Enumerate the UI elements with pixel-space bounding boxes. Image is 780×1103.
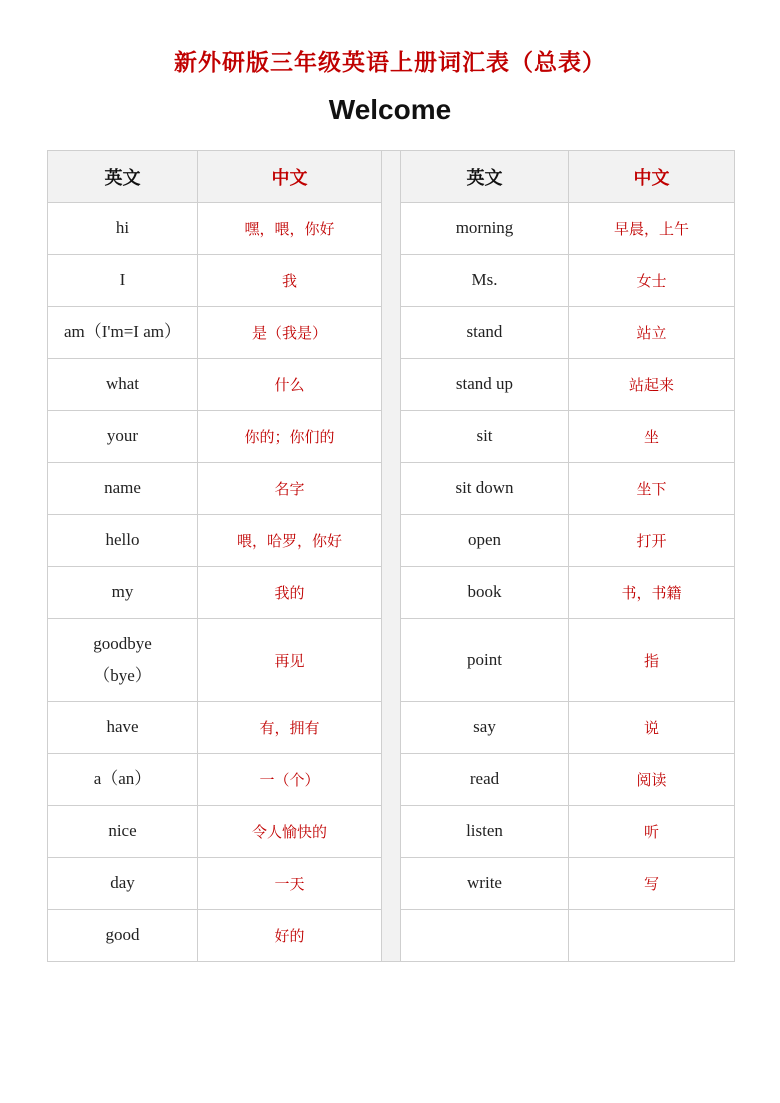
column-gap xyxy=(382,203,401,255)
table-row xyxy=(48,567,735,619)
chinese-meaning: 再见 xyxy=(198,619,382,702)
english-word: am（I'm=I am） xyxy=(48,307,198,359)
chinese-meaning: 我 xyxy=(198,255,382,307)
english-word: nice xyxy=(48,806,198,858)
english-word: what xyxy=(48,359,198,411)
header-left-english: 英文 xyxy=(48,151,198,203)
vocabulary-table xyxy=(47,150,735,962)
english-word: my xyxy=(48,567,198,619)
english-word: have xyxy=(48,702,198,754)
table-row xyxy=(48,463,735,515)
header-right-english: 英文 xyxy=(401,151,569,203)
column-gap xyxy=(382,359,401,411)
english-word: Ms. xyxy=(401,255,569,307)
english-word: hello xyxy=(48,515,198,567)
english-word: I xyxy=(48,255,198,307)
column-gap xyxy=(382,619,401,702)
column-gap xyxy=(382,515,401,567)
chinese-meaning: 你的；你们的 xyxy=(198,411,382,463)
english-word: read xyxy=(401,754,569,806)
column-gap xyxy=(382,754,401,806)
table-row xyxy=(48,203,735,255)
column-gap xyxy=(382,858,401,910)
english-word: write xyxy=(401,858,569,910)
table-row xyxy=(48,411,735,463)
column-gap xyxy=(382,567,401,619)
table-row xyxy=(48,910,735,962)
english-word: morning xyxy=(401,203,569,255)
chinese-meaning: 名字 xyxy=(198,463,382,515)
chinese-meaning: 站起来 xyxy=(569,359,735,411)
table-header-row xyxy=(48,151,735,203)
chinese-meaning: 听 xyxy=(569,806,735,858)
english-word: sit xyxy=(401,411,569,463)
chinese-meaning: 打开 xyxy=(569,515,735,567)
chinese-meaning: 指 xyxy=(569,619,735,702)
column-gap xyxy=(382,702,401,754)
table-row xyxy=(48,255,735,307)
column-gap xyxy=(382,255,401,307)
header-right-chinese: 中文 xyxy=(569,151,735,203)
english-word: day xyxy=(48,858,198,910)
english-word-line: （bye） xyxy=(93,666,152,685)
chinese-meaning: 说 xyxy=(569,702,735,754)
english-word: a（an） xyxy=(48,754,198,806)
chinese-meaning: 女士 xyxy=(569,255,735,307)
column-gap xyxy=(382,463,401,515)
chinese-meaning: 我的 xyxy=(198,567,382,619)
table-row xyxy=(48,858,735,910)
chinese-meaning: 阅读 xyxy=(569,754,735,806)
header-left-chinese: 中文 xyxy=(198,151,382,203)
table-row xyxy=(48,619,735,702)
column-gap xyxy=(382,910,401,962)
chinese-meaning: 嘿，喂，你好 xyxy=(198,203,382,255)
column-gap xyxy=(382,806,401,858)
chinese-meaning: 早晨，上午 xyxy=(569,203,735,255)
chinese-meaning: 令人愉快的 xyxy=(198,806,382,858)
english-word: your xyxy=(48,411,198,463)
english-word: name xyxy=(48,463,198,515)
english-word: good xyxy=(48,910,198,962)
english-word: sit down xyxy=(401,463,569,515)
chinese-meaning: 喂，哈罗，你好 xyxy=(198,515,382,567)
english-word: hi xyxy=(48,203,198,255)
english-word: listen xyxy=(401,806,569,858)
english-word: open xyxy=(401,515,569,567)
chinese-meaning: 什么 xyxy=(198,359,382,411)
chinese-meaning: 好的 xyxy=(198,910,382,962)
chinese-meaning xyxy=(569,910,735,962)
table-row xyxy=(48,515,735,567)
english-word: stand xyxy=(401,307,569,359)
chinese-meaning: 坐 xyxy=(569,411,735,463)
column-gap xyxy=(382,151,401,203)
english-word xyxy=(401,910,569,962)
column-gap xyxy=(382,411,401,463)
column-gap xyxy=(382,307,401,359)
chinese-meaning: 一（个） xyxy=(198,754,382,806)
document-title: 新外研版三年级英语上册词汇表（总表） xyxy=(174,50,606,76)
chinese-meaning: 一天 xyxy=(198,858,382,910)
chinese-meaning: 有，拥有 xyxy=(198,702,382,754)
table-row xyxy=(48,307,735,359)
table-row xyxy=(48,754,735,806)
english-word xyxy=(48,619,198,702)
chinese-meaning: 书，书籍 xyxy=(569,567,735,619)
table-row xyxy=(48,806,735,858)
english-word: point xyxy=(401,619,569,702)
chinese-meaning: 写 xyxy=(569,858,735,910)
english-word: stand up xyxy=(401,359,569,411)
english-word: book xyxy=(401,567,569,619)
table-row xyxy=(48,359,735,411)
table-row xyxy=(48,702,735,754)
chinese-meaning: 站立 xyxy=(569,307,735,359)
chinese-meaning: 坐下 xyxy=(569,463,735,515)
english-word-line: goodbye xyxy=(93,633,152,653)
english-word: say xyxy=(401,702,569,754)
unit-title: Welcome xyxy=(328,94,452,125)
chinese-meaning: 是（我是） xyxy=(198,307,382,359)
